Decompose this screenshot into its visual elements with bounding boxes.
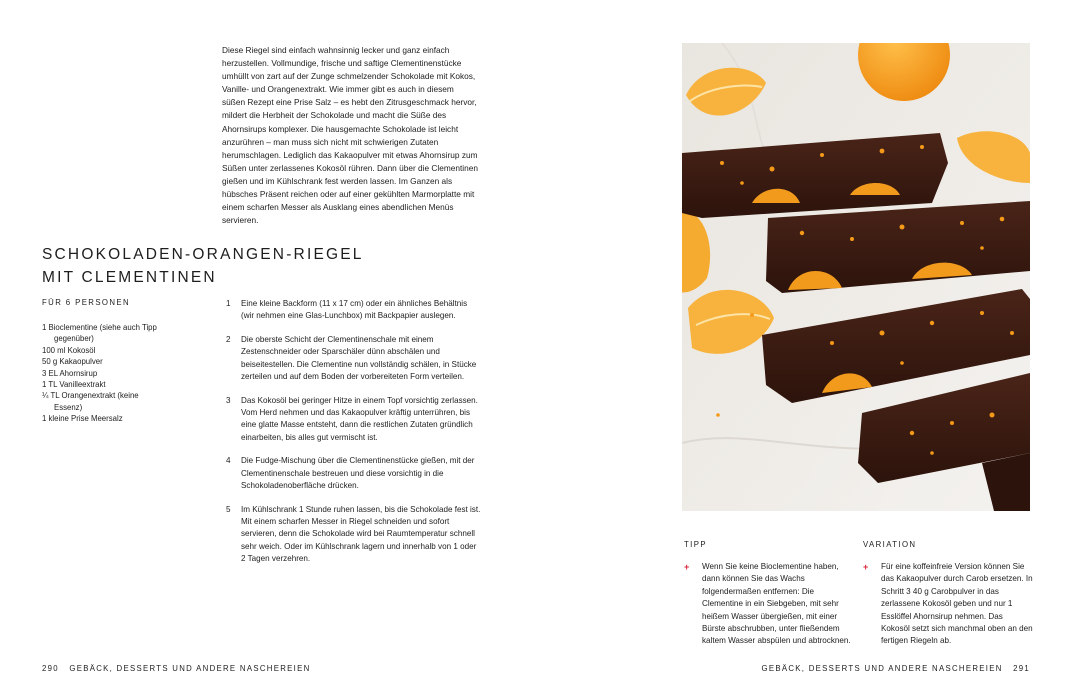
- ingredient-item: 3 EL Ahornsirup: [42, 368, 98, 378]
- ingredient-item: 100 ml Kokosöl: [42, 345, 96, 355]
- step-number: 1: [226, 299, 231, 308]
- recipe-title-line-2: MIT CLEMENTINEN: [42, 269, 217, 286]
- tipp-heading: TIPP: [684, 540, 707, 549]
- recipe-title: [42, 243, 364, 289]
- variation-heading: VARIATION: [863, 540, 917, 549]
- plus-icon: +: [684, 562, 690, 572]
- plus-icon: +: [863, 562, 869, 572]
- ingredient-list: [42, 322, 162, 425]
- chocolate-orange-bars-photo: [682, 43, 1030, 511]
- step-5: [226, 504, 482, 565]
- step-4: [226, 455, 482, 492]
- step-text: Die oberste Schicht der Clementinenschale mit einem Zestenschneider oder Sparschäler dünn abschälen und beiseitestellen. Die Clementine nun vollständig schälen, in Stücke zerteilen und auf dem Boden der vorbereiteten Form verteilen.: [241, 335, 477, 381]
- recipe-title-line-1: SCHOKOLADEN-ORANGEN-RIEGEL: [42, 246, 364, 263]
- variation-note: [863, 561, 1033, 648]
- tipp-note: [684, 561, 854, 648]
- method-steps: [226, 298, 482, 577]
- page-number-right: 291: [1013, 664, 1030, 673]
- step-1: [226, 298, 482, 323]
- intro-paragraph: Diese Riegel sind einfach wahnsinnig lecker und ganz einfach herzustellen. Vollmundige, frische und saftige Clementinenstücke umhüllt von zart auf der Zunge schmelzender Schokolade mit Kokos, Vanille- und Orangenextrakt. Wie immer gibt es auch in diesem süßen Rezept eine Prise Salz – es hebt den Zitrusgeschmack hervor, mildert die Herbheit der Schokolade und macht die Süße des Ahornsirups komplexer. Die hausgemachte Schokolade ist leicht anzurühren – man muss sich nicht mit schwierigen Zutaten herumschlagen. Lediglich das Kakaopulver mit etwas Ahornsirup zum Süßen unter zerlassenes Kokosöl rühren. Dann über die Clementinen gießen und im Kühlschrank fest werden lassen. Im Ganzen als hübsches Präsent reichen oder auf einer gekühlten Marmorplatte mit einem scharfen Messer als Ausklang eines abendlichen Menüs servieren.: [222, 45, 478, 226]
- step-number: 2: [226, 335, 231, 345]
- step-number: 5: [226, 504, 231, 514]
- section-title-left: GEBÄCK, DESSERTS UND ANDERE NASCHEREIEN: [69, 664, 311, 673]
- footer-right: [761, 664, 1030, 673]
- ingredient-item: 1 Bioclementine (siehe auch Tipp gegenüber): [42, 323, 157, 344]
- page-number-left: 290: [42, 664, 59, 673]
- step-text: Das Kokosöl bei geringer Hitze in einem Topf vorsichtig zerlassen. Vom Herd nehmen und das Kakaopulver kräftig unterrühren, bis eine glatte Masse entsteht, dann die restlichen Zutaten gründlich einarbeiten, bis alles gut vermischt ist.: [241, 395, 478, 442]
- ingredient-item: 50 g Kakaopulver: [42, 357, 103, 367]
- footer-left: [42, 664, 311, 673]
- ingredient-item: 1 TL Vanilleextrakt: [42, 380, 106, 390]
- step-number: 3: [226, 395, 231, 405]
- step-2: [226, 334, 482, 383]
- servings-heading: FÜR 6 PERSONEN: [42, 298, 131, 307]
- step-3: [226, 395, 482, 444]
- section-title-right: GEBÄCK, DESSERTS UND ANDERE NASCHEREIEN: [761, 664, 1003, 673]
- ingredient-item: 1 kleine Prise Meersalz: [42, 414, 123, 424]
- step-text: Im Kühlschrank 1 Stunde ruhen lassen, bis die Schokolade fest ist. Mit einem scharfen Messer in Riegel schneiden und sofort servieren, denn die Schokolade wird bei Raumtemperatur schnell sehr weich. Oder im Kühlschrank lagern und innerhalb von 1 oder 2 Tagen verzehren.: [241, 504, 481, 564]
- step-number: 4: [226, 456, 231, 466]
- ingredient-item: ¼ TL Orangenextrakt (keine Essenz): [42, 391, 139, 412]
- variation-text: Für eine koffeinfreie Version können Sie das Kakaopulver durch Carob ersetzen. In Schritt 3 40 g Carobpulver in das zerlassene Kokosöl geben und nur 1 Esslöffel Ahornsirup nehmen. Das Kokosöl setzt sich manchmal oben an den fertigen Riegeln ab.: [881, 562, 1033, 646]
- step-text: Die Fudge-Mischung über die Clementinenstücke gießen, mit der Clementinenschale bestreuen und diese vorsichtig in die Schokoladenoberfläche drücken.: [241, 456, 475, 491]
- step-text: Eine kleine Backform (11 x 17 cm) oder ein ähnliches Behältnis (wir nehmen eine Glas-Lunchbox) mit Backpapier auslegen.: [241, 299, 468, 321]
- tipp-text: Wenn Sie keine Bioclementine haben, dann können Sie das Wachs folgendermaßen entfernen: Die Clementine in ein Siebgeben, mit sehr heißem Wasser übergießen, mit einer Bürste abschrubben, unter fließendem kaltem Wasser abspülen und abtrocknen.: [702, 562, 851, 646]
- photo-illustration: [682, 43, 1030, 511]
